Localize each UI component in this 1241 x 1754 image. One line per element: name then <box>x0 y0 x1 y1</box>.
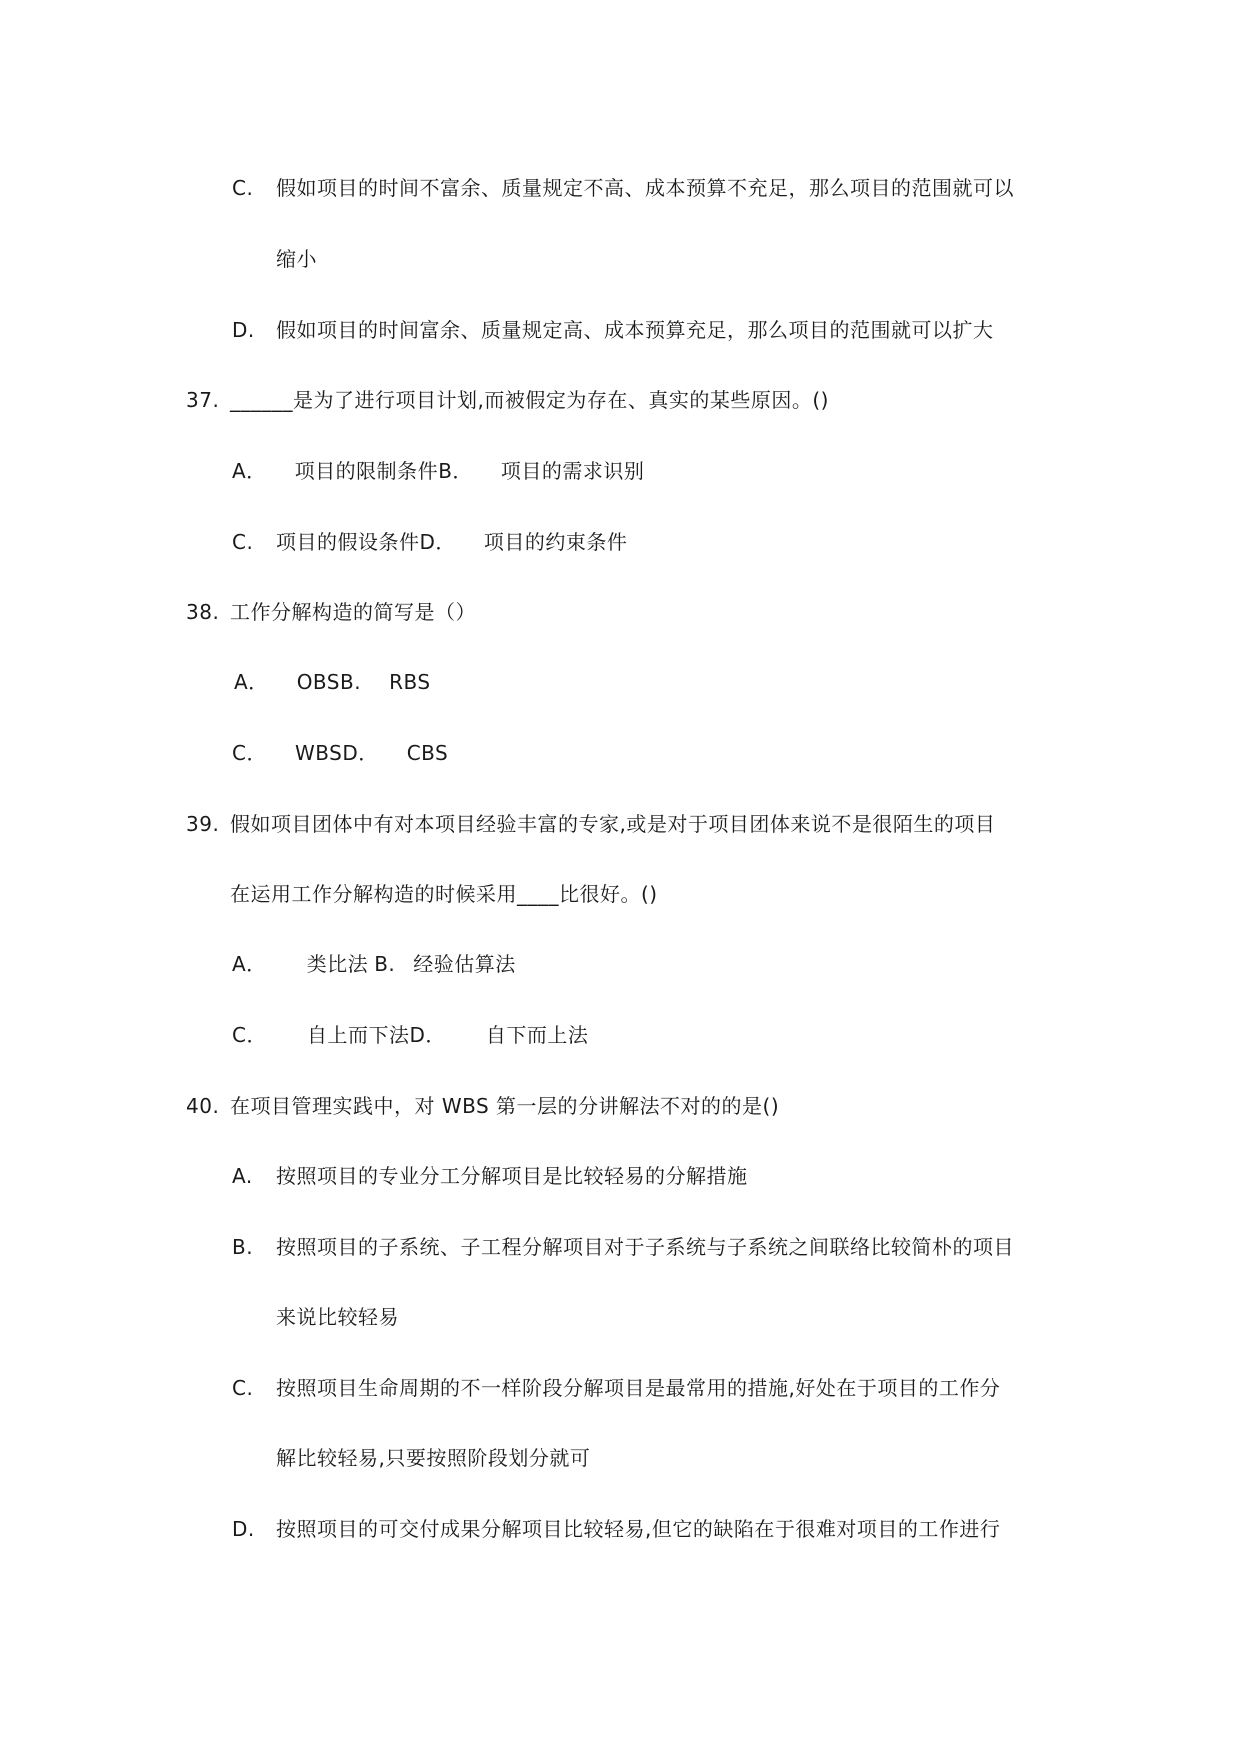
q40-option-a-label: A. <box>232 1164 253 1188</box>
q40-option-b <box>232 1235 1014 1259</box>
q39-number: 39. <box>186 812 220 836</box>
q39-option-b-label: B. <box>374 952 396 976</box>
q39-option-a-label: A． <box>232 952 267 976</box>
q36-option-d-label: D. <box>232 318 255 342</box>
q37-options-cd <box>232 530 627 554</box>
q40-number: 40. <box>186 1094 220 1118</box>
q39-options-ab <box>232 952 516 976</box>
q40-option-b-text: 按照项目的子系统、子工程分解项目对于子系统与子系统之间联络比较简朴的项目 <box>276 1235 1014 1259</box>
q36-option-c <box>232 176 1014 200</box>
q40-option-c-continued <box>276 1446 590 1470</box>
q37-number: 37. <box>186 388 220 412</box>
q37-option-c-text: 项目的假设条件 <box>276 530 420 554</box>
q39-option-d-label: D． <box>409 1023 446 1047</box>
q40-option-d-text: 按照项目的可交付成果分解项目比较轻易,但它的缺陷在于很难对项目的工作进行 <box>276 1517 1001 1541</box>
q39-options-cd <box>232 1023 588 1047</box>
q38-number: 38. <box>186 600 220 624</box>
q40-option-b-text-continued: 来说比较轻易 <box>276 1305 399 1329</box>
q37-option-a-text: 项目的限制条件 <box>294 459 439 483</box>
q36-option-c-continued <box>276 247 317 271</box>
q38-option-d-label: D． <box>342 741 379 765</box>
q37-options-ab <box>232 459 644 483</box>
q38-option-c-label: C． <box>232 741 267 765</box>
q37-option-d-label: D． <box>419 530 456 554</box>
q40-option-c-text-continued: 解比较轻易,只要按照阶段划分就可 <box>276 1446 591 1470</box>
q39-stem <box>186 812 995 836</box>
q38-option-a-label: A． <box>234 670 269 694</box>
q38-stem <box>186 600 476 624</box>
q40-option-d <box>232 1517 1000 1541</box>
q40-option-c <box>232 1376 1000 1400</box>
q40-stem-text: 在项目管理实践中，对 WBS 第一层的分讲解法不对的的是() <box>230 1094 780 1118</box>
q38-option-b-text: RBS <box>389 670 431 694</box>
q36-option-c-text: 假如项目的时间不富余、质量规定不高、成本预算不充足，那么项目的范围就可以 <box>276 176 1014 200</box>
q39-option-d-text: 自下而上法 <box>485 1023 589 1047</box>
q37-option-c-label: C. <box>232 530 254 554</box>
q39-option-c-label: C． <box>232 1023 267 1047</box>
q38-option-a-text: OBS <box>296 670 340 694</box>
q40-option-d-label: D. <box>232 1517 255 1541</box>
q39-option-a-text: 类比法 <box>306 952 369 976</box>
q39-stem-continued <box>230 882 658 906</box>
q37-stem <box>186 388 829 412</box>
q40-stem <box>186 1094 779 1118</box>
q40-option-c-text: 按照项目生命周期的不一样阶段分解项目是最常用的措施,好处在于项目的工作分 <box>276 1376 1001 1400</box>
q39-option-c-text: 自上而下法 <box>306 1023 410 1047</box>
q40-option-c-label: C. <box>232 1376 254 1400</box>
q37-option-b-text: 项目的需求识别 <box>500 459 645 483</box>
q40-option-a <box>232 1164 748 1188</box>
q36-option-c-text-continued: 缩小 <box>276 247 317 271</box>
q37-option-a-label: A． <box>232 459 267 483</box>
q38-option-c-text: WBS <box>294 741 343 765</box>
q38-options-ab <box>234 670 431 694</box>
q36-option-d-text: 假如项目的时间富余、质量规定高、成本预算充足，那么项目的范围就可以扩大 <box>276 318 994 342</box>
q38-stem-text: 工作分解构造的简写是（） <box>230 600 476 624</box>
q40-option-b-label: B. <box>232 1235 254 1259</box>
q39-stem-text-continued: 在运用工作分解构造的时候采用____比很好。() <box>230 882 658 906</box>
q38-options-cd <box>232 741 448 765</box>
q38-option-d-text: CBS <box>406 741 449 765</box>
q39-stem-text: 假如项目团体中有对本项目经验丰富的专家,或是对于项目团体来说不是很陌生的项目 <box>230 812 996 836</box>
q37-stem-text: ______是为了进行项目计划,而被假定为存在、真实的某些原因。() <box>230 388 829 412</box>
q37-option-d-text: 项目的约束条件 <box>483 530 628 554</box>
q39-option-b-text: 经验估算法 <box>413 952 516 976</box>
q36-option-d <box>232 318 994 342</box>
q40-option-a-text: 按照项目的专业分工分解项目是比较轻易的分解措施 <box>276 1164 748 1188</box>
q36-option-c-label: C. <box>232 176 254 200</box>
q37-option-b-label: B． <box>438 459 473 483</box>
q40-option-b-continued <box>276 1305 399 1329</box>
q38-option-b-label: B. <box>340 670 362 694</box>
